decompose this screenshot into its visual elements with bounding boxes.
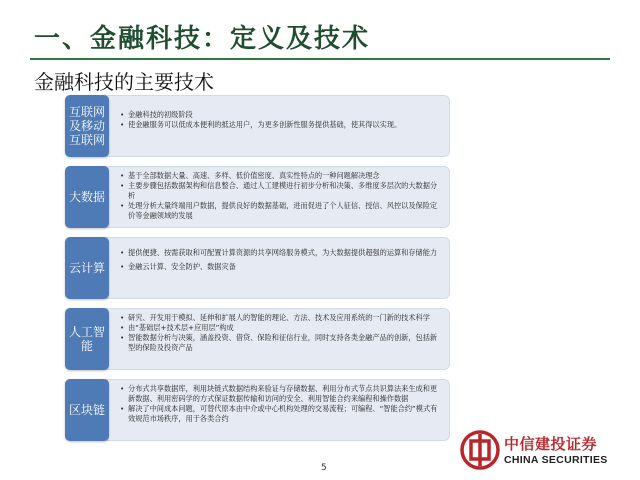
title-divider (30, 58, 610, 60)
tech-row-internet (65, 95, 450, 157)
page-number: 5 (321, 463, 327, 473)
tech-bullet: • 提供便捷、按需获取和可配置计算资源的共享网络服务模式，为大数据提供超强的运算和存储能力 (120, 248, 441, 258)
logo-chinese-name: 中信建投证券 (504, 435, 598, 453)
page-subtitle: 金融科技的主要技术 (34, 70, 214, 94)
tech-bullet: • 处理分析大量终端用户数据，提供良好的数据基础，进而促进了个人征信、授信、风控以及保险定价等金融领域的发展 (120, 201, 441, 221)
tech-label: 云计算 (65, 237, 109, 299)
page-title: 一、金融科技：定义及技术 (34, 24, 371, 54)
tech-content (101, 379, 450, 441)
tech-bullet: • 使金融服务可以低成本便利的抵达用户，为更多创新性服务提供基础，使其得以实现。 (120, 120, 441, 130)
tech-row-blockchain (65, 379, 450, 441)
tech-bullet: • 分布式共享数据库，利用块链式数据结构来验证与存储数据、利用分布式节点共识算法来生成和更新数据、利用密码学的方式保证数据传输和访问的安全、利用智能合约来编程和操作数据 (120, 384, 441, 404)
tech-bullet: • 金融科技的初级阶段 (120, 110, 441, 120)
technology-list (65, 95, 450, 441)
tech-bullet: • 金融云计算、安全防护、数据灾备 (120, 262, 441, 272)
tech-bullet: • 研究、开发用于模拟、延伸和扩展人的智能的理论、方法、技术及应用系统的一门新的技术科学 (120, 313, 441, 323)
tech-content (101, 237, 450, 299)
tech-bullet: • 基于全部数据大量、高速、多样、低价值密度、真实性特点的一种问题解决理念 (120, 171, 441, 181)
tech-label: 互联网及移动互联网 (65, 95, 109, 157)
tech-bullet: • 由“基础层+技术层+应用层”构成 (120, 323, 441, 333)
tech-content (101, 166, 450, 228)
tech-bullet: • 解决了中间成本问题，可替代原本由中介或中心机构处理的交易流程；可编程、“智能合约”模式有效规范市场秩序，用于各类合约 (120, 404, 441, 424)
tech-label: 人工智能 (65, 308, 109, 370)
tech-label: 区块链 (65, 379, 109, 441)
tech-content (101, 308, 450, 370)
tech-row-big-data (65, 166, 450, 228)
tech-bullet: • 智能数据分析与决策，涵盖投资、借贷、保险和征信行业，同时支持各类金融产品的创新，包括新型的保险及投资产品 (120, 333, 441, 353)
tech-bullet: • 主要步骤包括数据架构和信息整合、通过人工建模进行初步分析和决策、多维度多层次的大数据分析 (120, 181, 441, 201)
tech-content (101, 95, 450, 157)
tech-label: 大数据 (65, 166, 109, 228)
tech-row-ai (65, 308, 450, 370)
company-logo (460, 430, 610, 474)
tech-row-cloud (65, 237, 450, 299)
logo-english-name: CHINA SECURITIES (504, 454, 608, 466)
china-securities-logo-icon (460, 430, 500, 470)
